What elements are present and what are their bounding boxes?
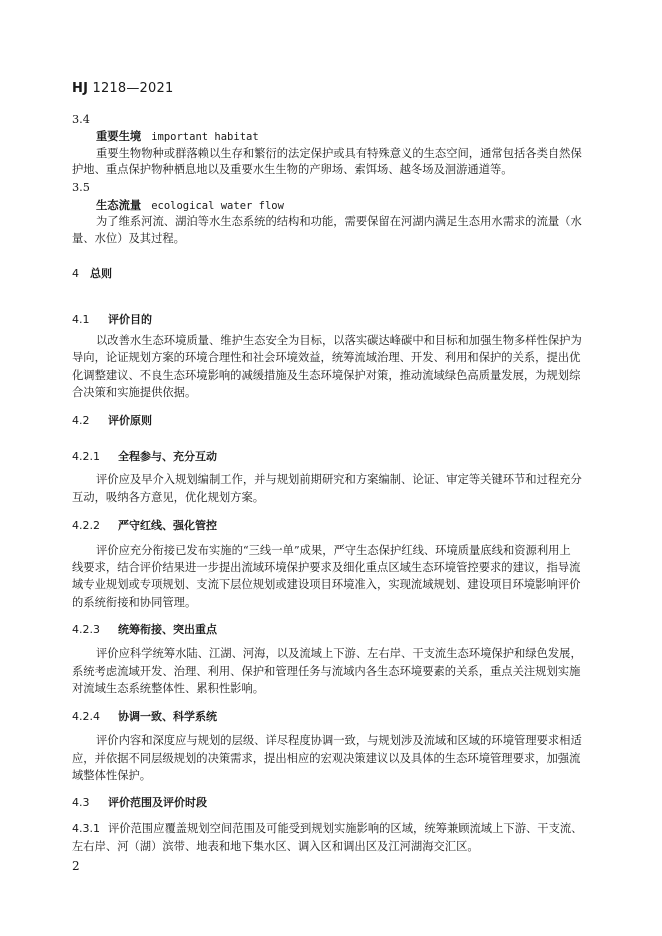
paragraph-line: 域整体性保护。: [72, 769, 152, 782]
standard-code: HJ: [72, 81, 89, 96]
paragraph-line: 4.3.1 评价范围应覆盖规划空间范围及可能受到规划实施影响的区域，统筹兼顾流域上下游、干支流、: [72, 822, 583, 835]
standard-number: 1218—2021: [92, 81, 174, 96]
term-heading: [96, 128, 259, 145]
clause-number: 4.3.1: [72, 822, 100, 835]
term-heading: [96, 197, 284, 214]
paragraph-line: 评价应充分衔接已发布实施的“三线一单”成果，严守生态保护红线、环境质量底线和资源利用上: [96, 544, 571, 557]
paragraph-line: 化调整建议、不良生态环境影响的减缓措施及生态环境保护对策，推动流域绿色高质量发展，为规划综: [72, 369, 581, 382]
paragraph-line: 应，并依据不同层级规划的决策需求，提出相应的宏观决策建议以及具体的生态环境管理要求，加强流: [72, 752, 581, 765]
paragraph-line: 互动，吸纳各方意见，优化规划方案。: [72, 491, 265, 504]
paragraph-line: 域专业规划或专项规划、支流下层位规划或建设项目环境准入，实现流域规划、建设项目环境影响评价: [72, 578, 581, 591]
paragraph-line: 线要求，结合评价结果进一步提出流域环境保护要求及细化重点区域生态环境管控要求的建议，指导流: [72, 561, 581, 574]
paragraph-line: 对流域生态系统整体性、累积性影响。: [72, 682, 265, 695]
definition-line: 为了维系河流、湖泊等水生态系统的结构和功能，需要保留在河湖内满足生态用水需求的流量（水: [96, 215, 582, 228]
paragraph-line: 系统考虑流域开发、治理、利用、保护和管理任务与流域内各生态环境要素的关系，重点关注规划实施: [72, 665, 581, 678]
section-heading: 4.2 评价原则: [72, 414, 152, 427]
section-heading: 4.3 评价范围及评价时段: [72, 796, 207, 809]
section-heading: 4.1 评价目的: [72, 313, 152, 326]
paragraph-line: 合决策和实施提供依据。: [72, 386, 197, 399]
term-english: important habitat: [151, 131, 259, 143]
subsection-heading: 4.2.2 严守红线、强化管控: [72, 519, 217, 532]
paragraph-line: 评价应及早介入规划编制工作，并与规划前期研究和方案编制、论证、审定等关键环节和过程充分: [96, 473, 582, 486]
term-english: ecological water flow: [151, 200, 284, 212]
subsection-heading: 4.2.4 协调一致、科学系统: [72, 710, 217, 723]
paragraph-line: 左右岸、河（湖）滨带、地表和地下集水区、调入区和调出区及江河湖海交汇区。: [72, 840, 479, 853]
term-chinese: 重要生境: [96, 129, 142, 143]
paragraph-line: 的系统衔接和协同管理。: [72, 596, 197, 609]
clause-number: 3.4: [72, 113, 90, 126]
paragraph-line: 评价应科学统筹水陆、江湖、河海，以及流域上下游、左右岸、干支流生态环境保护和绿色发展，: [96, 647, 582, 660]
term-chinese: 生态流量: [96, 198, 142, 212]
paragraph-line: 导向，论证规划方案的环境合理性和社会环境效益，统筹流域治理、开发、利用和保护的关系，提出优: [72, 351, 581, 364]
subsection-heading: 4.2.1 全程参与、充分互动: [72, 450, 217, 463]
chapter-heading: 4 总则: [72, 267, 112, 280]
page-number: 2: [72, 859, 80, 873]
paragraph-line: 评价内容和深度应与规划的层级、详尽程度协调一致，与规划涉及流域和区域的环境管理要求相适: [96, 734, 582, 747]
subsection-heading: 4.2.3 统筹衔接、突出重点: [72, 623, 217, 636]
definition-line: 重要生物物种或群落赖以生存和繁衍的法定保护或具有特殊意义的生态空间，通常包括各类自然保: [96, 147, 582, 160]
paragraph-line: 以改善水生态环境质量、维护生态安全为目标，以落实碳达峰碳中和目标和加强生物多样性保护为: [96, 334, 582, 347]
definition-line: 量、水位）及其过程。: [72, 232, 185, 245]
page-header: [72, 81, 173, 96]
definition-line: 护地、重点保护物种栖息地以及重要水生生物的产卵场、索饵场、越冬场及洄游通道等。: [72, 163, 513, 176]
clause-number: 3.5: [72, 181, 90, 194]
